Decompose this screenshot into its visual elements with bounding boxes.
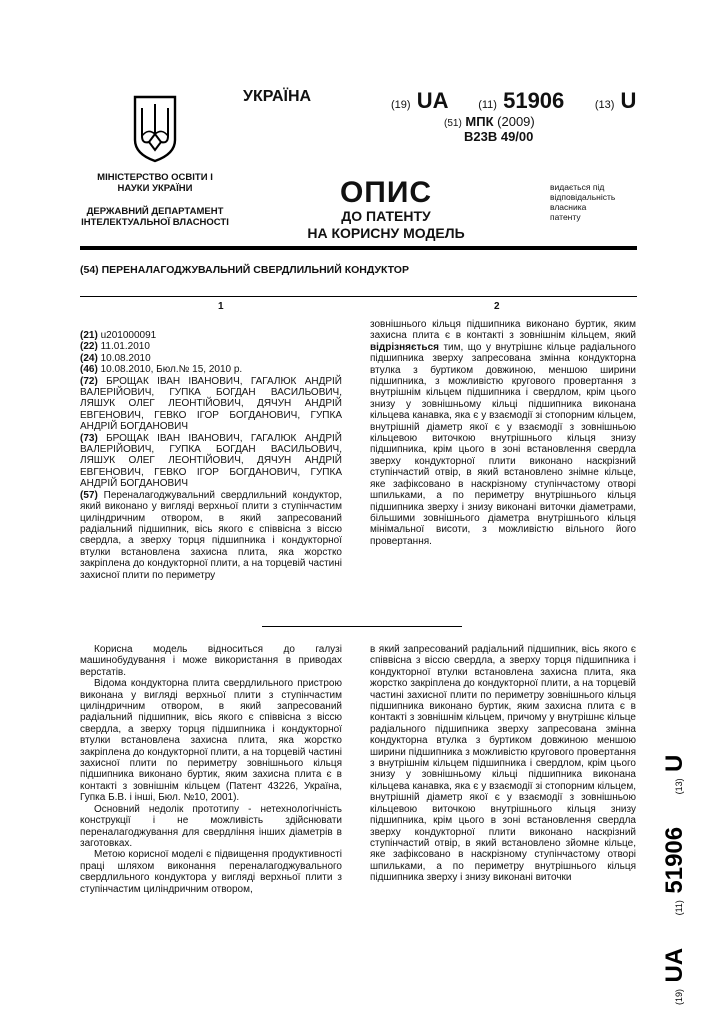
biblio-item: (22) 11.01.2010 [80, 341, 150, 353]
department-name: ДЕРЖАВНИЙ ДЕПАРТАМЕНТ ІНТЕЛЕКТУАЛЬНОЇ ВЛАСНОСТІ [81, 206, 229, 228]
country-name: УКРАЇНА [243, 88, 312, 105]
note-line: відповідальність [550, 192, 616, 202]
biblio-item: (46) 10.08.2010, Бюл.№ 15, 2010 р. [80, 364, 243, 376]
biblio-column [80, 330, 342, 581]
biblio-item: (24) 10.08.2010 [80, 352, 151, 364]
biblio-code: (46) [80, 364, 98, 376]
biblio-item: (73) БРОЩАК ІВАН ІВАНОВИЧ, ГАГАЛЮК АНДРІЙ ВАЛЕРІЙОВИЧ, ГУПКА БОГДАН ВАСИЛЬОВИЧ, ЛЯШУК ОЛЕГ ЛЕОНТІЙОВИЧ, ДЯЧУН АНДРІЙ ЕВГЕНОВИЧ, ГЕВКО ІГОР БОГДАНОВИЧ, ГУПКА АНДРІЙ БОГДАНОВИЧ [80, 432, 342, 490]
note-line: патенту [550, 212, 581, 222]
header-divider [80, 246, 637, 250]
document-subtitle [306, 208, 466, 242]
country-code: UA [416, 88, 448, 113]
invention-title: (54) ПЕРЕНАЛАГОДЖУВАЛЬНИЙ СВЕРДЛИЛЬНИЙ КОНДУКТОР [80, 264, 409, 276]
biblio-code: (72) [80, 375, 98, 387]
vertical-document-number [660, 610, 690, 1010]
note-line: видається під [550, 182, 605, 192]
ipc-line [444, 114, 535, 129]
code-51: (51) [444, 118, 462, 129]
vertical-code-19: (19) [674, 988, 684, 1005]
biblio-item: (21) u201000091 [80, 330, 157, 341]
vertical-kind-code: U [661, 754, 688, 772]
column-number-1: 1 [218, 301, 224, 312]
svg-text:(19) UA (11) 51906 [661, 755, 688, 1005]
vertical-code-11: (11) [674, 900, 684, 916]
ipc-label: МПК [465, 114, 494, 129]
title-divider [80, 296, 637, 297]
subtitle-line-1: ДО ПАТЕНТУ [341, 208, 431, 224]
description-paragraph: в який запресований радіальний підшипник, вісь якого є співвісна з віссю свердла, а зверху торця підшипника і кондукторної втулки встановлена захисна плита, яка жорстко закріплена до кондукторної плити, а на торцевій частині захисної плити по периметру зовнішнього кільця підшипника виконано буртик, яким захисна плита є в контакті з зовнішнім кільцем, причому у внутрішнє кільце радіального підшипника зверху запресована змінна кондукторна втулка з буртиком довжиною меншою ширини підшипника з можливістю кругового провертання з внутрішнім кільцем підшипника і свердлом, крім цього знизу у зовнішньому кільці підшипника виконана кільцева канавка, яка є у взаємодії зі стопорним кільцем, внутрішній діаметр якої є у взаємодії з зовнішньою кільцевою виточкою внутрішнього кільця знизу підшипника, крім цього в зоні встановлення свердла зверху кондукторної плити виконано наскрізний ступінчастий отвір, в який встановлено зйомне кільце, яке зафіксовано в наскрізному ступінчастому отворі шпильками, а по периметру внутрішнього кільця підшипника зверху і знизу виконані виточки [370, 644, 636, 884]
description-left [80, 644, 342, 895]
biblio-code: (22) [80, 341, 98, 353]
vertical-country-code: UA [661, 947, 688, 983]
ipc-class: B23B 49/00 [464, 129, 534, 144]
claim-divider [262, 626, 462, 627]
responsibility-note [550, 182, 615, 222]
patent-number: 51906 [503, 88, 565, 113]
biblio-code: (24) [80, 352, 98, 364]
note-line: власника [550, 202, 587, 212]
column-number-2: 2 [494, 301, 500, 312]
distinguishing-word: відрізняється [370, 341, 439, 353]
claim-continuation: зовнішнього кільця підшипника виконано буртик, яким захисна плита є в контакті з зовнішнім кільцем, який відрізняється тим, що у внутрішнє кільце радіального підшипника зверху запресована змінна кондукторна втулка з буртиком довжиною, меншою ширини підшипника, з можливістю кругового провертання з внутрішнім кільцем підшипника і свердлом, крім цього знизу у зовнішньому кільці підшипника виконана кільцева канавка, яка є у взаємодії зі стопорним кільцем, внутрішній діаметр якої є у взаємодії з зовнішньою кільцевою виточкою внутрішнього кільця знизу підшипника, крім цього в зоні встановлення свердла зверху кондукторної плити виконано наскрізний ступінчастий отвір, в який встановлено знімне кільце, яке зафіксовано в наскрізному ступінчастому отворі шпильками, а по периметру внутрішнього кільця підшипника зверху і знизу виконані виточки діаметрами, більшими зовнішнього діаметра внутрішнього кільця мінімальної висоти, з можливістю вільного його провертання. [370, 319, 636, 547]
vertical-patent-number: 51906 [661, 826, 688, 894]
ministry-name: МІНІСТЕРСТВО ОСВІТИ І НАУКИ УКРАЇНИ [97, 172, 213, 194]
biblio-item: (72) БРОЩАК ІВАН ІВАНОВИЧ, ГАГАЛЮК АНДРІЙ ВАЛЕРІЙОВИЧ, ГУПКА БОГДАН ВАСИЛЬОВИЧ, ЛЯШУК ОЛЕГ ЛЕОНТІЙОВИЧ, ДЯЧУН АНДРІЙ ЕВГЕНОВИЧ, ГЕВКО ІГОР БОГДАНОВИЧ, ГУПКА АНДРІЙ БОГДАНОВИЧ [80, 375, 342, 433]
description-paragraph: Відома кондукторна плита свердлильного пристрою виконана у вигляді верхньої плити з ступінчастим циліндричним отвором, в який запресований радіальний підшипник, вісь якого є співвісна з віссю свердла, а зверху торця підшипника і кондукторної втулки встановлена захисна плита, яка жорстко закріплена до кондукторної плити, а на торцевій частині захисної плити по периметру зовнішнього кільця підшипника виконано буртик, яким захисна плита є в контакті з зовнішнім кільцем (Патент 43226, Україна, Гупка Б.В. і інші, Бюл. №10, 2001). [80, 678, 342, 804]
description-paragraph: Корисна модель відноситься до галузі машинобудування і може використання в приводах верстатів. [80, 644, 342, 678]
code-19: (19) [391, 99, 411, 111]
document-title: ОПИС [339, 176, 433, 209]
code-11: (11) [478, 99, 497, 111]
claim-start: (57) Переналагоджувальний свердлильний кондуктор, який виконано у вигляді верхньої плити з ступінчастим циліндричним отвором, в який запресований радіальний підшипник, вісь якого є співвісна з віссю свердла, а зверху торця підшипника і кондукторної втулки встановлена захисна плита, яка жорстко закріплена до кондукторної плити, а на торцевій частині захисної плити по периметру [80, 489, 342, 581]
code-13: (13) [594, 99, 615, 111]
ukraine-emblem-icon [132, 94, 178, 164]
vertical-code-13: (13) [674, 778, 684, 795]
description-right [370, 644, 636, 884]
ipc-year: (2009) [497, 114, 535, 129]
biblio-code: (21) [80, 330, 98, 341]
document-number [391, 88, 636, 114]
description-paragraph: Метою корисної моделі є підвищення продуктивності праці шляхом виконання переналагоджувального свердлильного кондуктора у вигляді верхньої плити з ступінчастим циліндричним отвором, [80, 849, 342, 895]
description-paragraph: Основний недолік прототипу - нетехнологічність конструкції і не можливість здійснювати переналагоджування для свердління інших діаметрів в заготовках. [80, 803, 342, 849]
subtitle-line-2: НА КОРИСНУ МОДЕЛЬ [307, 225, 465, 241]
claim-code: (57) [80, 489, 98, 501]
kind-code: U [620, 88, 637, 113]
biblio-code: (73) [80, 432, 98, 444]
